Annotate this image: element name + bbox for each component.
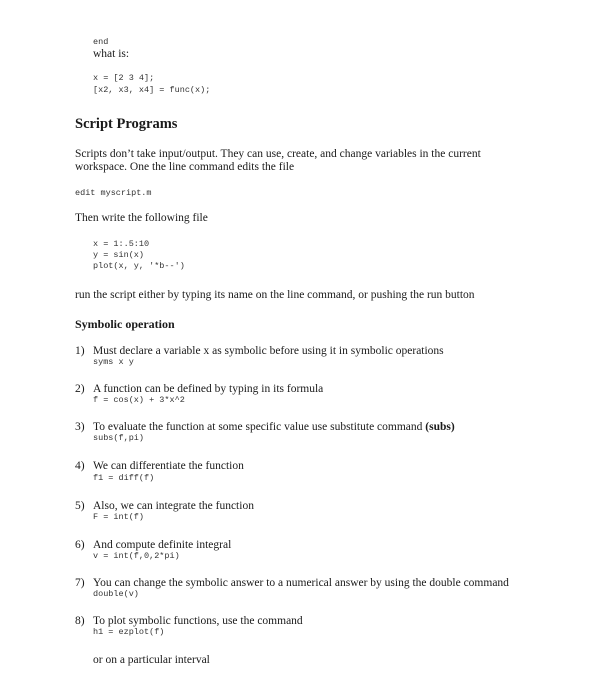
section-heading-script-programs: Script Programs <box>75 116 178 132</box>
list-item-number: 5) <box>75 500 85 512</box>
list-item-number: 6) <box>75 539 85 551</box>
closing-text: or on a particular interval <box>93 654 210 666</box>
list-item-code: syms x y <box>93 357 134 367</box>
code-end: end <box>93 37 109 47</box>
list-item-number: 3) <box>75 421 85 433</box>
list-item-number: 8) <box>75 615 85 627</box>
list-item-text: To evaluate the function at some specific value use substitute command <box>93 421 426 433</box>
list-item-text-with-bold <box>93 420 455 434</box>
list-item-code: f1 = diff(f) <box>93 473 155 483</box>
list-item-text: A function can be defined by typing in its formula <box>93 383 324 395</box>
script-paragraph-line-1: Scripts don’t take input/output. They can use, create, and change variables in the current <box>75 148 481 160</box>
then-write-text: Then write the following file <box>75 212 208 224</box>
list-item-text: We can differentiate the function <box>93 460 244 472</box>
script-code-line-1: x = 1:.5:10 <box>93 239 150 249</box>
list-item-code: double(v) <box>93 589 139 599</box>
what-is-label: what is: <box>93 48 130 60</box>
script-code-line-2: y = sin(x) <box>93 250 145 260</box>
code-line-2: [x2, x3, x4] = func(x); <box>93 85 211 95</box>
list-item-code: h1 = ezplot(f) <box>93 627 165 637</box>
list-item-text: And compute definite integral <box>93 539 232 551</box>
script-code-line-3: plot(x, y, '*b--') <box>93 261 185 271</box>
list-item-code: v = int(f,0,2*pi) <box>93 551 180 561</box>
list-item-code: f = cos(x) + 3*x^2 <box>93 395 185 405</box>
subs-bold-term: (subs) <box>425 421 455 433</box>
list-item-code: subs(f,pi) <box>93 433 145 443</box>
list-item-text: To plot symbolic functions, use the command <box>93 615 303 627</box>
run-script-text: run the script either by typing its name on the line command, or pushing the run button <box>75 289 475 301</box>
list-item-text: You can change the symbolic answer to a numerical answer by using the double command <box>93 577 509 589</box>
list-item-number: 4) <box>75 460 85 472</box>
edit-command: edit myscript.m <box>75 188 152 198</box>
list-item-number: 2) <box>75 383 85 395</box>
list-item-number: 1) <box>75 345 85 357</box>
list-item-code: F = int(f) <box>93 512 145 522</box>
section-heading-symbolic-operation: Symbolic operation <box>75 317 175 331</box>
list-item-number: 7) <box>75 577 85 589</box>
code-line-1: x = [2 3 4]; <box>93 73 155 83</box>
script-paragraph-line-2: workspace. One the line command edits the file <box>75 161 295 173</box>
list-item-text: Must declare a variable x as symbolic before using it in symbolic operations <box>93 345 444 357</box>
list-item-text: Also, we can integrate the function <box>93 500 254 512</box>
